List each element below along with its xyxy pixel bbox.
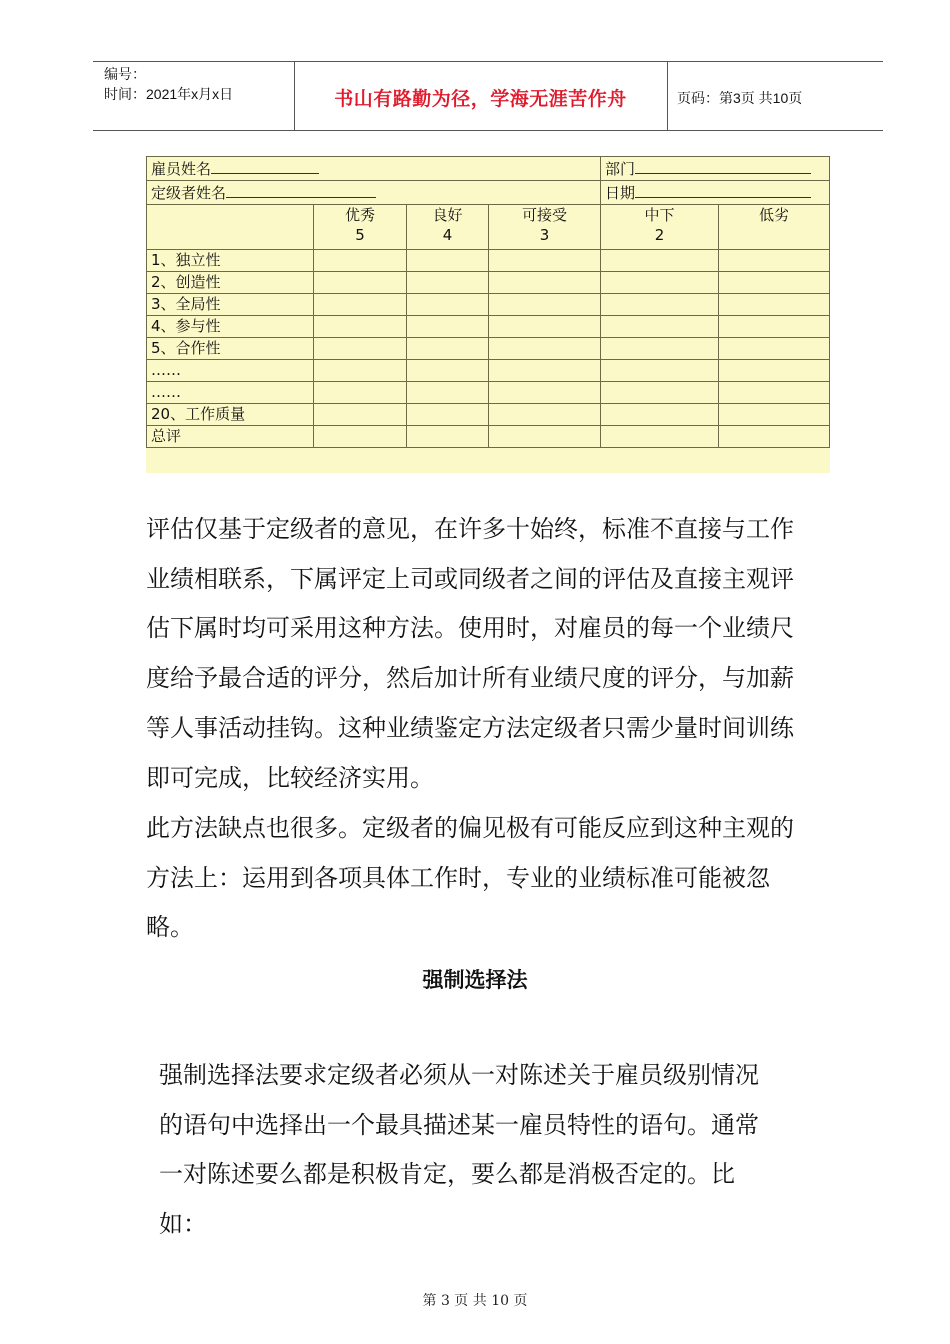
text-line: 一对陈述要么都是积极肯定，要么都是消极否定的。比 (159, 1160, 735, 1189)
col-header: 低劣 (719, 205, 830, 250)
employee-name-cell (147, 157, 601, 181)
text-line: 强制选择法要求定级者必须从一对陈述关于雇员级别情况 (159, 1061, 759, 1089)
date-label: 日期 (605, 184, 636, 202)
text-line: 业绩相联系，下属评定上司或同级者之间的评估及直接主观评 (146, 564, 794, 593)
table-row (147, 360, 830, 382)
table-header-row (147, 205, 830, 250)
table-row (147, 250, 830, 272)
rater-name-label: 定级者姓名 (151, 184, 227, 202)
paragraph-3 (159, 1051, 759, 1250)
department-label: 部门 (605, 160, 636, 178)
rating-form (146, 156, 830, 473)
table-row (147, 382, 830, 404)
col-header: 可接受 3 (489, 205, 601, 250)
table-row (147, 157, 830, 181)
table-row (147, 404, 830, 426)
row-label: 1、独立性 (147, 250, 314, 272)
section-heading: 强制选择法 (422, 968, 528, 992)
text-line: 如： (159, 1210, 207, 1239)
header-top-rule (93, 61, 883, 62)
department-blank (635, 157, 811, 174)
text-line: 的语句中选择出一个最具描述某一雇员特性的语句。通常 (159, 1110, 759, 1139)
table-row (147, 338, 830, 360)
row-label: …… (147, 382, 314, 404)
header-bottom-rule (93, 130, 883, 131)
number-label: 编号： (104, 66, 146, 82)
text-line: 方法上：运用到各项具体工作时，专业的业绩标准可能被忽 (146, 863, 770, 892)
row-label: 总评 (147, 426, 314, 448)
date-blank (635, 181, 811, 198)
header-motto: 书山有路勤为径，学海无涯苦作舟 (334, 88, 627, 110)
rating-table (146, 156, 830, 448)
header-blank-cell (147, 205, 314, 250)
time-label: 时间：2021年x月x日 (104, 86, 234, 102)
paragraph-2 (146, 804, 794, 953)
header-divider (667, 61, 668, 130)
text-line: 此方法缺点也很多。定级者的偏见极有可能反应到这种主观的 (146, 814, 794, 842)
date-cell (601, 181, 830, 205)
table-row (147, 272, 830, 294)
department-cell (601, 157, 830, 181)
table-row (147, 181, 830, 205)
row-label: 3、全局性 (147, 294, 314, 316)
text-line: 度给予最合适的评分，然后加计所有业绩尺度的评分，与加薪 (146, 664, 794, 693)
table-row (147, 294, 830, 316)
row-label: 20、工作质量 (147, 404, 314, 426)
employee-name-label: 雇员姓名 (151, 160, 212, 178)
employee-name-blank (211, 157, 319, 174)
page-footer: 第 3 页 共 10 页 (422, 1293, 528, 1309)
row-label: 5、合作性 (147, 338, 314, 360)
row-label: …… (147, 360, 314, 382)
text-line: 略。 (146, 913, 194, 942)
col-header: 良好 4 (407, 205, 489, 250)
col-header: 中下 2 (601, 205, 719, 250)
text-line: 即可完成，比较经济实用。 (146, 763, 434, 792)
table-row (147, 426, 830, 448)
paragraph-1 (146, 505, 794, 803)
text-line: 等人事活动挂钩。这种业绩鉴定方法定级者只需少量时间训练 (146, 713, 794, 742)
table-row (147, 316, 830, 338)
row-label: 2、创造性 (147, 272, 314, 294)
row-label: 4、参与性 (147, 316, 314, 338)
text-line: 估下属时均可采用这种方法。使用时，对雇员的每一个业绩尺 (146, 614, 794, 643)
rater-name-blank (226, 181, 376, 198)
text-line: 评估仅基于定级者的意见，在许多十始终，标准不直接与工作 (146, 515, 794, 543)
rater-name-cell (147, 181, 601, 205)
page-info: 页码：第3页 共10页 (677, 90, 803, 106)
col-header: 优秀 5 (314, 205, 407, 250)
